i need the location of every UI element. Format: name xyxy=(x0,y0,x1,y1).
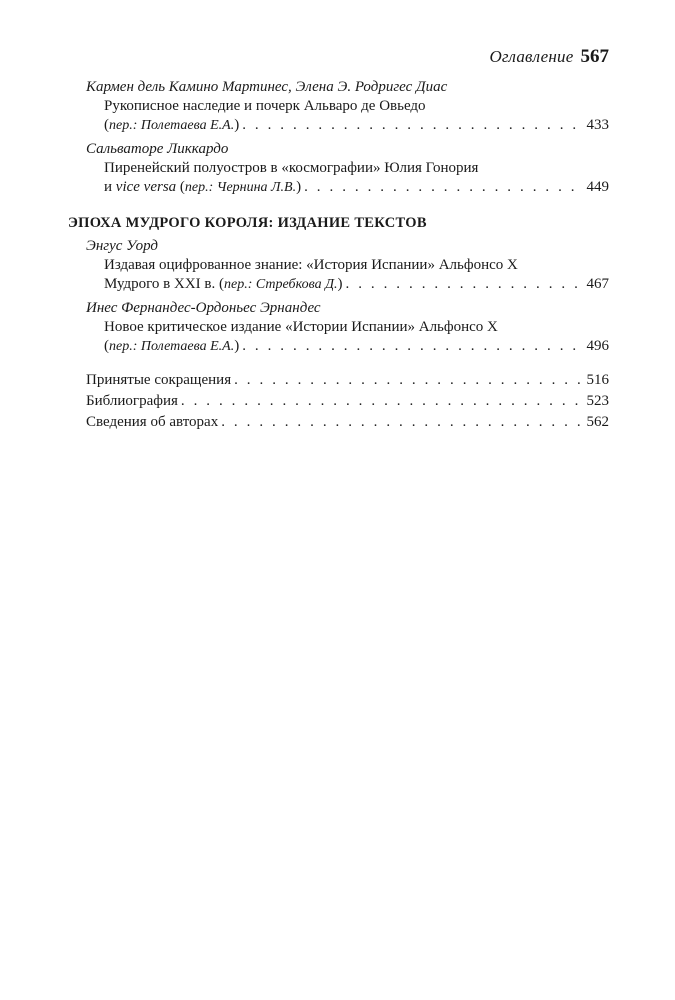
toc-entry[interactable] xyxy=(68,139,609,197)
running-header xyxy=(489,46,609,68)
entry-page: 449 xyxy=(586,179,609,195)
entry-title-line: Новое критическое издание «Истории Испании» Альфонсо X xyxy=(104,319,498,335)
entry-title-end: (пер.: Полетаева Е.А.) xyxy=(104,338,240,354)
entry-translator: пер.: Полетаева Е.А. xyxy=(109,339,235,354)
entry-last-line xyxy=(68,116,609,135)
entry-author: Энгус Уорд xyxy=(86,238,158,254)
entry-page: 433 xyxy=(586,117,609,133)
entry-author: Кармен дель Камино Мартинес, Элена Э. Родригес Диас xyxy=(86,79,448,95)
entry-author: Инес Фернандес-Ордоньес Эрнандес xyxy=(86,300,321,316)
entry-page: 467 xyxy=(586,276,609,292)
entry-last-line xyxy=(68,275,609,294)
toc-entry[interactable] xyxy=(68,236,609,294)
toc-item-page: 516 xyxy=(586,372,609,388)
entry-translator: пер.: Чернина Л.В. xyxy=(184,180,297,195)
toc-item-bibliography[interactable] xyxy=(68,391,609,412)
dot-leader xyxy=(221,412,583,433)
toc-item-title: Принятые сокращения xyxy=(86,372,232,388)
toc-item-title: Сведения об авторах xyxy=(86,414,219,430)
toc-item-page: 562 xyxy=(586,414,609,430)
entry-last-line xyxy=(68,337,609,356)
entry-translator: пер.: Стребкова Д. xyxy=(224,277,338,292)
entry-title-line: Рукописное наследие и почерк Альваро де Овьедо xyxy=(104,98,426,114)
dot-leader xyxy=(181,391,584,412)
entry-title-end: (пер.: Полетаева Е.А.) xyxy=(104,117,240,133)
entry-last-line xyxy=(68,178,609,197)
toc-entry[interactable] xyxy=(68,298,609,356)
dot-leader xyxy=(234,370,583,391)
dot-leader xyxy=(346,275,584,294)
page-number: 567 xyxy=(580,46,609,67)
entry-title-line: Издавая оцифрованное знание: «История Испании» Альфонсо X xyxy=(104,257,518,273)
toc-entry[interactable] xyxy=(68,77,609,135)
entry-title-line: Пиренейский полуостров в «космографии» Юлия Гонория xyxy=(104,160,479,176)
entry-author: Сальваторе Ликкардо xyxy=(86,141,229,157)
dot-leader xyxy=(242,116,583,135)
entry-title-end: и vice versa (пер.: Чернина Л.В.) xyxy=(104,179,302,195)
toc-item-about-authors[interactable] xyxy=(68,412,609,433)
toc-item-title: Библиография xyxy=(86,393,178,409)
toc-item-abbreviations[interactable] xyxy=(68,370,609,391)
table-of-contents xyxy=(68,77,609,433)
entry-title-end: Мудрого в XXI в. (пер.: Стребкова Д.) xyxy=(104,276,343,292)
section-heading: ЭПОХА МУДРОГО КОРОЛЯ: ИЗДАНИЕ ТЕКСТОВ xyxy=(68,215,427,231)
toc-item-page: 523 xyxy=(586,393,609,409)
dot-leader xyxy=(304,178,583,197)
running-header-title: Оглавление xyxy=(489,47,574,66)
dot-leader xyxy=(242,337,583,356)
entry-translator: пер.: Полетаева Е.А. xyxy=(109,118,235,133)
entry-page: 496 xyxy=(586,338,609,354)
